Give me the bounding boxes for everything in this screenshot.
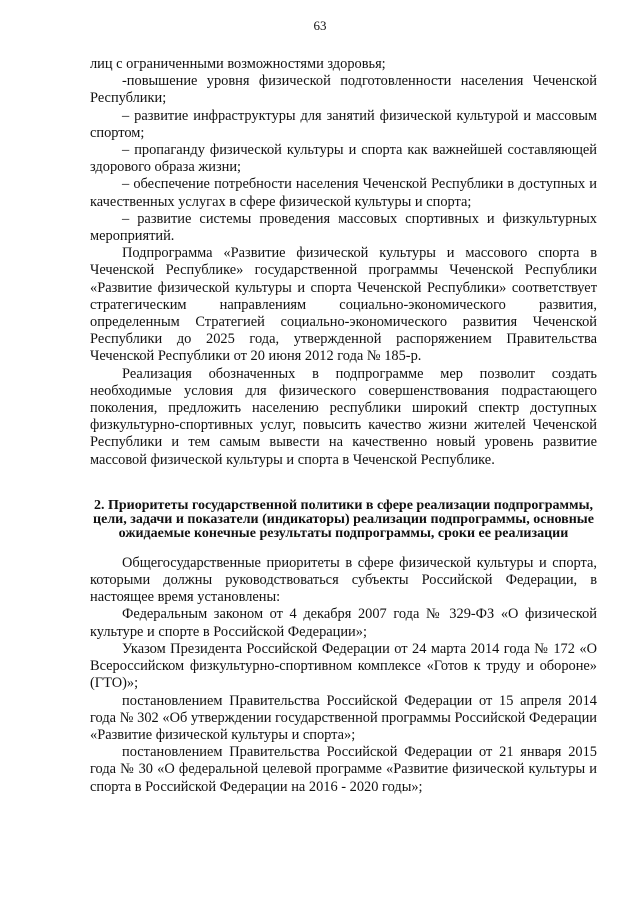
paragraph: Общегосударственные приоритеты в сфере физической культуры и спорта, которыми должны руководствоваться субъекты Российской Федерации, в настоящее время установлены: (90, 554, 597, 606)
paragraphs-bottom (90, 555, 597, 796)
paragraph: лиц с ограниченными возможностями здоровья; (90, 56, 386, 72)
paragraph: Федеральным законом от 4 декабря 2007 года № 329-ФЗ «О физической культуре и спорте в Российской Федерации»; (90, 606, 597, 640)
paragraph: Указом Президента Российской Федерации от 24 марта 2014 года № 172 «О Всероссийском физкультурно-спортивном комплексе «Готов к труду и обороне» (ГТО)»; (90, 640, 597, 692)
section-heading: 2. Приоритеты государственной политики в сфере реализации подпрограммы, цели, задачи и показатели (индикаторы) реализации подпрограммы, основные ожидаемые конечные результаты подпрограммы, сроки ее реализации (93, 497, 594, 541)
paragraph: постановлением Правительства Российской Федерации от 21 января 2015 года № 30 «О федеральной целевой программе «Развитие физической культуры и спорта в Российской Федерации на 2016 - 2020 годы»; (90, 744, 597, 795)
paragraph: постановлением Правительства Российской Федерации от 15 апреля 2014 года № 302 «Об утверждении государственной программы Российской Федерации «Развитие физической культуры и спорта»; (90, 692, 597, 743)
paragraph: Подпрограмма «Развитие физической культуры и массового спорта в Чеченской Республике» государственной программы Чеченской Республики «Развитие физической культуры и спорта Чеченской Республики» соответствует стратегическим направлениям социально-экономического развития, определенным Стратегией социально-экономического развития Чеченской Республики до 2025 года, утвержденной распоряжением Правительства Чеченской Республики от 20 июня 2012 года № 185-р. (90, 245, 597, 365)
paragraph: – развитие системы проведения массовых спортивных и физкультурных мероприятий. (90, 210, 597, 245)
paragraph: Реализация обозначенных в подпрограмме мер позволит создать необходимые условия для физического совершенствования подрастающего поколения, предложить населению республики широкий спектр доступных физкультурно-спортивных услуг, повысить качество жизни жителей Чеченской Республики и тем самым вывести на качественно новый уровень развитие массовой физической культуры и спорта в Чеченской Республике. (90, 365, 597, 468)
paragraph: – обеспечение потребности населения Чеченской Республики в доступных и качественных услугах в сфере физической культуры и спорта; (90, 176, 597, 210)
paragraph: – пропаганду физической культуры и спорта как важнейшей составляющей здорового образа жизни; (90, 142, 597, 176)
page-number: 63 (313, 18, 327, 33)
paragraph: – развитие инфраструктуры для занятий физической культурой и массовым спортом; (90, 107, 597, 141)
paragraphs-top (90, 56, 597, 469)
paragraph: -повышение уровня физической подготовленности населения Чеченской Республики; (90, 73, 597, 107)
document-body (90, 56, 597, 796)
